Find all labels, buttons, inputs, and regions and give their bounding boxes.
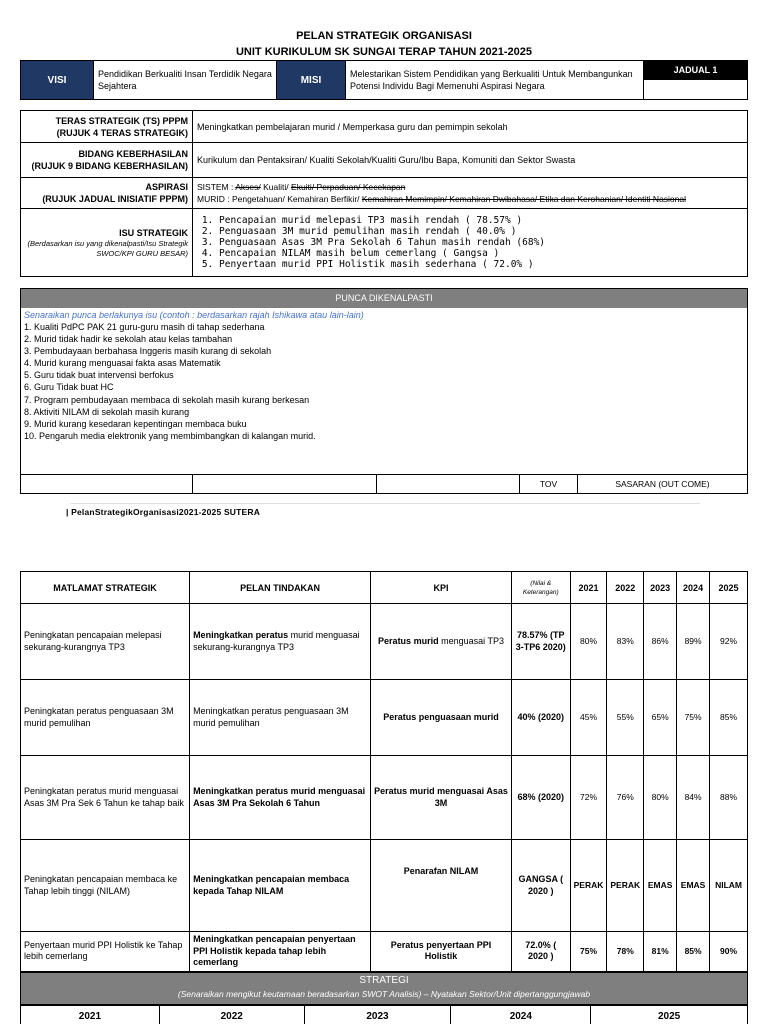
col-2024: 2024 [677, 572, 710, 604]
matlamat-cell: Peningkatan peratus penguasaan 3M murid pemulihan [21, 680, 190, 756]
strategi-subtitle: (Senaraikan mengikut keutamaan beradasarkan SWOT Analisis) – Nyatakan Sektor/Unit dipertanggungjawab [177, 989, 591, 999]
tov-label: TOV [520, 475, 578, 493]
sasaran-label: SASARAN (OUT COME) [615, 479, 710, 489]
col-matlamat: MATLAMAT STRATEGIK [21, 572, 190, 604]
target-cell: 88% [710, 756, 748, 840]
strategi-years-row [20, 1005, 748, 1024]
punca-bottom-row [21, 474, 747, 493]
col-2023: 2023 [644, 572, 677, 604]
isu-list [197, 215, 743, 270]
target-cell: 83% [607, 604, 644, 680]
target-cell: 86% [644, 604, 677, 680]
jadual-blank [644, 80, 748, 100]
target-cell: 55% [607, 680, 644, 756]
target-cell: 84% [677, 756, 710, 840]
isu-label-main: ISU STRATEGIK [119, 227, 188, 238]
year-cell: 2021 [21, 1006, 160, 1024]
table-row [21, 756, 748, 840]
year-cell: 2022 [160, 1006, 305, 1024]
target-cell: 76% [607, 756, 644, 840]
punca-item: 8. Aktiviti NILAM di sekolah masih kurang [24, 406, 190, 417]
isu-item: 3. Penguasaan Asas 3M Pra Sekolah 6 Tahun masih rendah (68%) [219, 237, 743, 248]
visi-label: VISI [21, 61, 94, 100]
aspirasi-label-sub: (RUJUK JADUAL INISIATIF PPPM) [42, 194, 188, 204]
pelan-cell: Meningkatkan peratus murid menguasai sekurang-kurangnya TP3 [190, 604, 371, 680]
bottom-cell [377, 475, 520, 493]
target-cell: PERAK [607, 840, 644, 932]
visi-misi-table [20, 60, 748, 100]
aspirasi-value [193, 178, 748, 209]
matlamat-cell: Penyertaan murid PPI Holistik ke Tahap lebih cemerlang [21, 932, 190, 972]
matlamat-cell: Peningkatan peratus murid menguasai Asas 3M Pra Sek 6 Tahun ke tahap baik [21, 756, 190, 840]
col-2025: 2025 [710, 572, 748, 604]
year-cell: 2025 [591, 1006, 748, 1024]
target-cell: 78% [607, 932, 644, 972]
ts-label-sub: (RUJUK 4 TERAS STRATEGIK) [56, 127, 188, 138]
misi-text: Melestarikan Sistem Pendidikan yang Berkualiti Untuk Membangunkan Potensi Individu Bagi Memenuhi Aspirasi Negara [346, 61, 644, 100]
teras-table [20, 110, 748, 277]
target-cell: 45% [570, 680, 607, 756]
matlamat-table [20, 571, 748, 972]
isu-item: 5. Penyertaan murid PPI Holistik masih sederhana ( 72.0% ) [219, 259, 743, 270]
isu-item: 2. Penguasaan 3M murid pemulihan masih rendah ( 40.0% ) [219, 226, 743, 237]
col-nilai: (Nilai & Keterangan) [511, 572, 570, 604]
punca-item: 5. Guru tidak buat intervensi berfokus [24, 370, 174, 381]
nilai-cell: 40% (2020) [511, 680, 570, 756]
matlamat-cell: Peningkatan pencapaian melepasi sekurang-kurangnya TP3 [21, 604, 190, 680]
pelan-cell: Meningkatkan peratus penguasaan 3M murid pemulihan [190, 680, 371, 756]
target-cell: EMAS [644, 840, 677, 932]
ts-label [21, 111, 193, 143]
table-row [21, 932, 748, 972]
footer-divider [70, 503, 700, 504]
misi-label: MISI [277, 61, 346, 100]
footer-note: | PelanStrategikOrganisasi2021-2025 SUTERA [66, 507, 261, 517]
punca-item: 4. Murid kurang menguasai fakta asas Matematik [24, 358, 221, 369]
target-cell: 90% [710, 932, 748, 972]
target-cell: 75% [570, 932, 607, 972]
col-2021: 2021 [570, 572, 607, 604]
punca-item: 3. Pembudayaan berbahasa Inggeris masih kurang di sekolah [24, 346, 272, 357]
isu-label-sub: (Berdasarkan isu yang dikenalpasti/Isu Strategik SWOC/KPI GURU BESAR) [27, 238, 188, 258]
jadual-label: JADUAL 1 [644, 61, 748, 80]
kpi-cell: Peratus penguasaan murid [371, 680, 512, 756]
target-cell: 85% [710, 680, 748, 756]
aspirasi-label-main: ASPIRASI [145, 182, 188, 192]
isu-value [193, 209, 748, 277]
nilai-cell: 78.57% (TP 3-TP6 2020) [511, 604, 570, 680]
doc-title-line2: UNIT KURIKULUM SK SUNGAI TERAP TAHUN 2021-2025 [235, 46, 533, 58]
kpi-cell: Peratus penyertaan PPI Holistik [371, 932, 512, 972]
isu-label [21, 209, 193, 277]
punca-item: 10. Pengaruh media elektronik yang membimbangkan di kalangan murid. [24, 430, 316, 441]
kpi-cell: Penarafan NILAM [371, 840, 512, 932]
target-cell: 80% [570, 604, 607, 680]
punca-item: 1. Kualiti PdPC PAK 21 guru-guru masih di tahap sederhana [24, 322, 265, 332]
col-pelan: PELAN TINDAKAN [190, 572, 371, 604]
ts-label-main: TERAS STRATEGIK (TS) PPPM [55, 115, 188, 126]
bottom-cell [193, 475, 377, 493]
target-cell: 81% [644, 932, 677, 972]
visi-text: Pendidikan Berkualiti Insan Terdidik Negara Sejahtera [94, 61, 277, 100]
matlamat-cell: Peningkatan pencapaian membaca ke Tahap lebih tinggi (NILAM) [21, 840, 190, 932]
nilai-cell: 72.0% ( 2020 ) [511, 932, 570, 972]
aspirasi-murid: MURID : Pengetahuan/ Kemahiran Berfikir/ Kemahiran Memimpin/ Kemahiran Dwibahasa/ Etika dan Kerohanian/ Identiti Nasional [197, 194, 687, 204]
isu-item: 4. Pencapaian NILAM masih belum cemerlang ( Gangsa ) [219, 248, 743, 259]
ts-value: Meningkatkan pembelajaran murid / Memperkasa guru dan pemimpin sekolah [193, 111, 748, 143]
target-cell: NILAM [710, 840, 748, 932]
punca-item: 6. Guru Tidak buat HC [24, 382, 114, 393]
target-cell: 85% [677, 932, 710, 972]
table-row [21, 680, 748, 756]
punca-heading: PUNCA DIKENALPASTI [21, 289, 747, 308]
punca-note: Senaraikan punca berlakunya isu (contoh : berdasarkan rajah Ishikawa atau lain-lain) [24, 310, 364, 320]
nilai-cell: GANGSA ( 2020 ) [511, 840, 570, 932]
target-cell: 92% [710, 604, 748, 680]
punca-item: 2. Murid tidak hadir ke sekolah atau kelas tambahan [24, 334, 233, 345]
nilai-cell: 68% (2020) [511, 756, 570, 840]
bk-label-main: BIDANG KEBERHASILAN [78, 149, 188, 159]
kpi-cell: Peratus murid menguasai TP3 [371, 604, 512, 680]
strategi-header [20, 972, 748, 1005]
bk-label-sub: (RUJUK 9 BIDANG KEBERHASILAN) [31, 161, 188, 171]
target-cell: PERAK [570, 840, 607, 932]
kpi-cell: Peratus murid menguasai Asas 3M [371, 756, 512, 840]
strategi-title: STRATEGI [359, 975, 409, 986]
isu-item: 1. Pencapaian murid melepasi TP3 masih rendah ( 78.57% ) [219, 215, 743, 226]
punca-item: 9. Murid kurang kesedaran kepentingan membaca buku [24, 418, 247, 429]
aspirasi-label [21, 178, 193, 209]
year-cell: 2024 [451, 1006, 591, 1024]
target-cell: 75% [677, 680, 710, 756]
bk-value: Kurikulum dan Pentaksiran/ Kualiti Sekolah/Kualiti Guru/Ibu Bapa, Komuniti dan Sektor Swasta [193, 143, 748, 178]
target-cell: 80% [644, 756, 677, 840]
year-cell: 2023 [305, 1006, 452, 1024]
pelan-cell: Meningkatkan pencapaian membaca kepada Tahap NILAM [190, 840, 371, 932]
target-cell: 65% [644, 680, 677, 756]
col-2022: 2022 [607, 572, 644, 604]
punca-item: 7. Program pembudayaan membaca di sekolah masih kurang berkesan [24, 394, 310, 405]
target-cell: 89% [677, 604, 710, 680]
col-kpi: KPI [371, 572, 512, 604]
punca-section [20, 288, 748, 494]
aspirasi-sistem: SISTEM : Akses/ Kualiti/ Ekuiti/ Perpaduan/ Kecekapan [197, 182, 406, 192]
table-row [21, 604, 748, 680]
pelan-cell: Meningkatkan pencapaian penyertaan PPI Holistik kepada tahap lebih cemerlang [190, 932, 371, 972]
punca-list [21, 321, 747, 442]
target-cell: EMAS [677, 840, 710, 932]
target-cell: 72% [570, 756, 607, 840]
bk-label [21, 143, 193, 178]
pelan-cell: Meningkatkan peratus murid menguasai Asas 3M Pra Sekolah 6 Tahun [190, 756, 371, 840]
table-row [21, 840, 748, 932]
doc-title-line1: PELAN STRATEGIK ORGANISASI [296, 30, 472, 42]
bottom-cell [21, 475, 193, 493]
